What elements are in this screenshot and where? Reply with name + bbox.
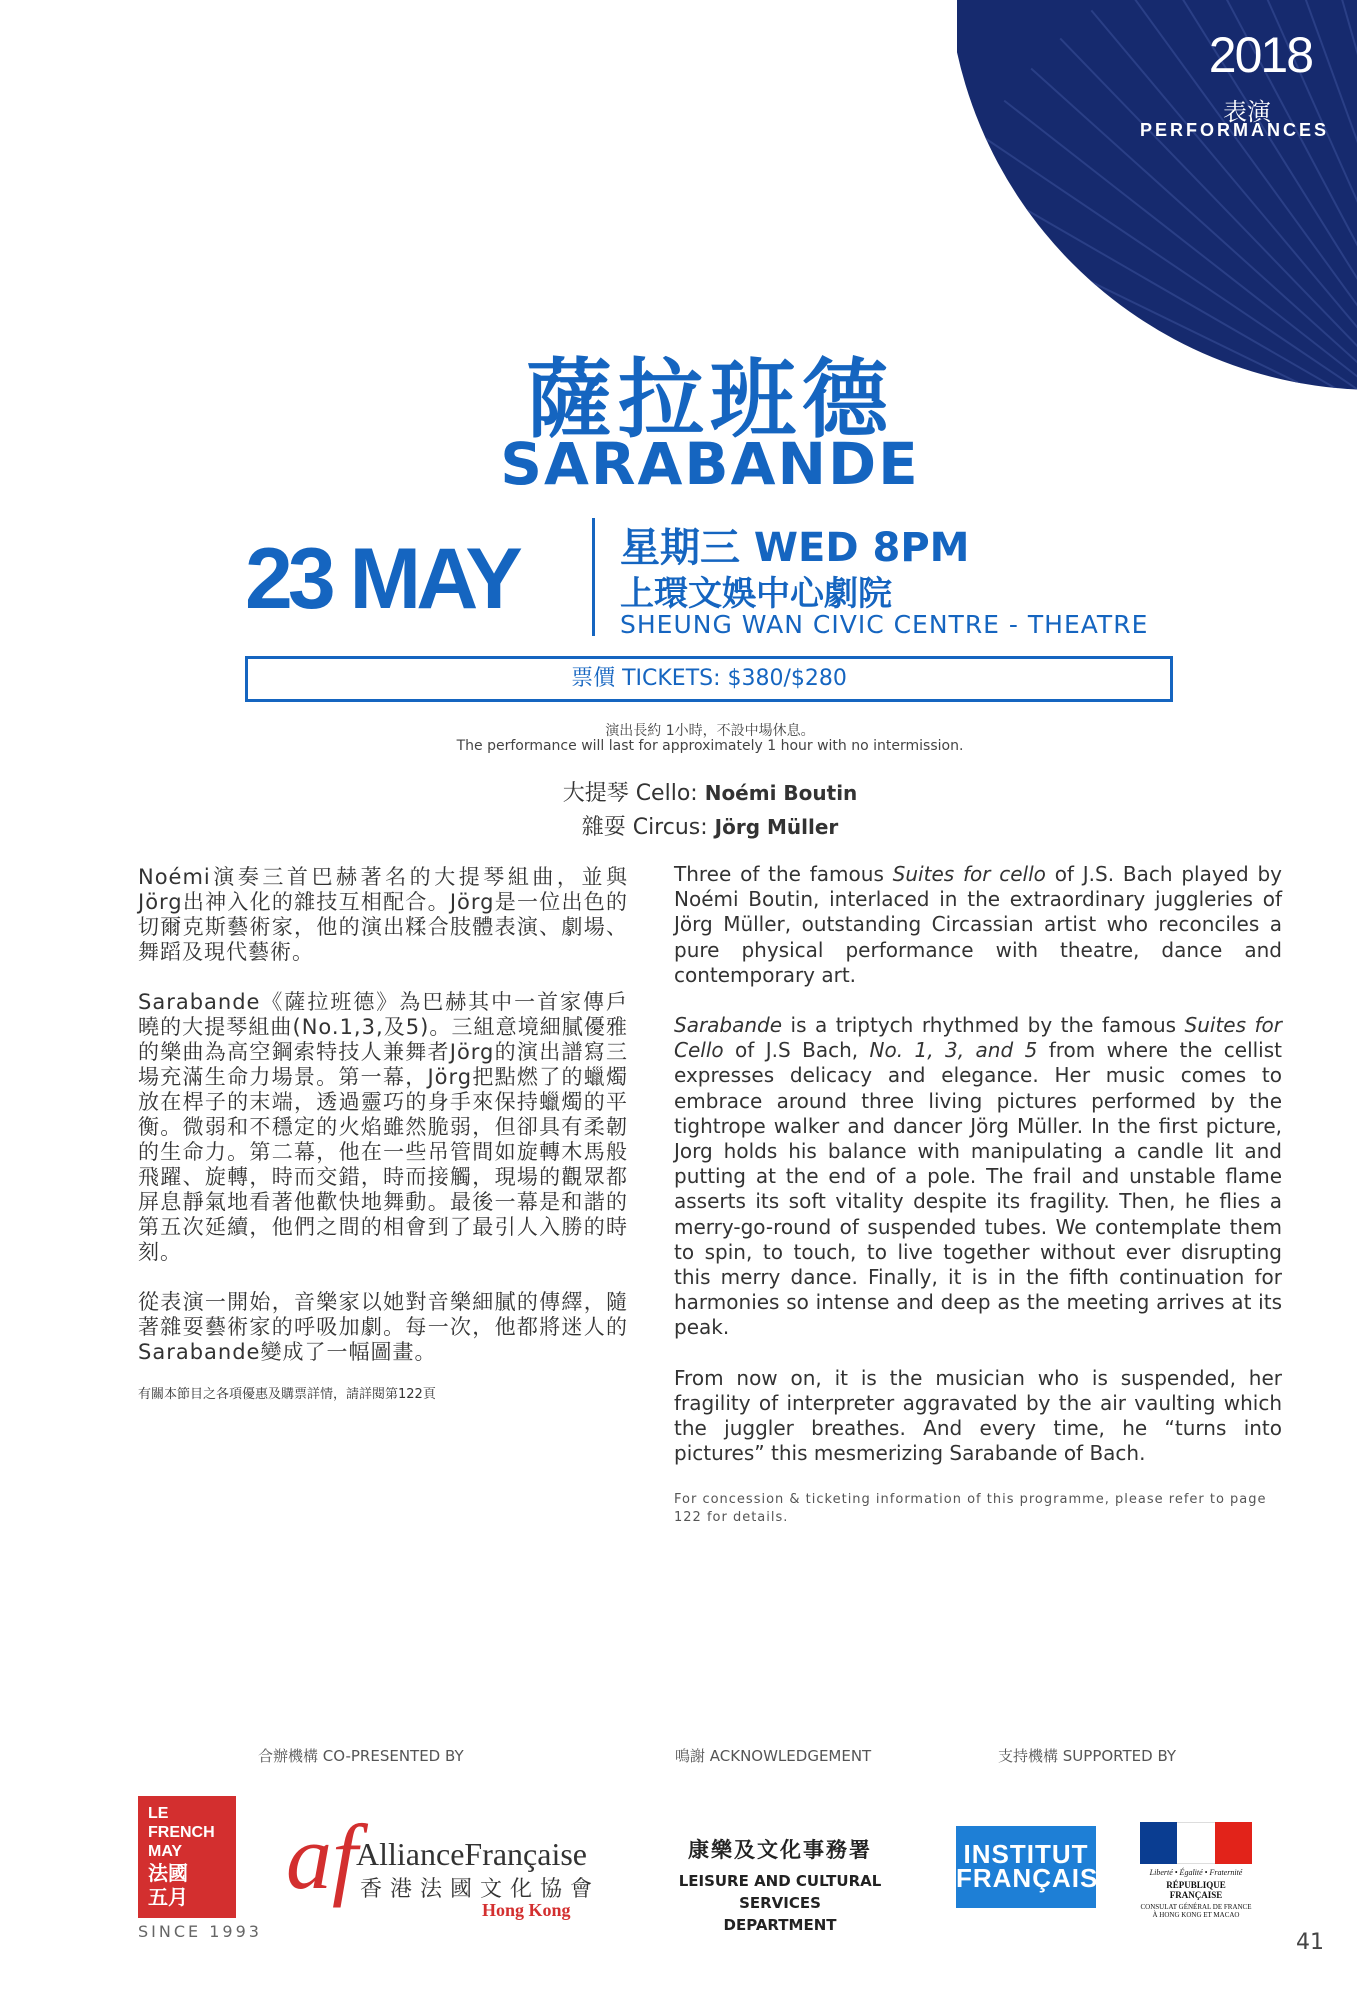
republique-francaise-logo: Liberté • Égalité • Fraternité RÉPUBLIQUE FRANÇAISE CONSULAT GÉNÉRAL DE FRANCE À HONG KONG ET MACAO [1140, 1822, 1252, 1912]
event-date: 23 MAY [245, 531, 518, 627]
paragraph-en: Three of the famous Suites for cello of J.S. Bach played by Noémi Boutin, interlaced in the extraordinary juggleries of Jörg Müller, outstanding Circassian artist who reconciles a pure physical performance with theatre, dance and contemporary art. [674, 862, 1282, 987]
credit-role: 雜耍 Circus: [581, 815, 708, 840]
badge-label-zh: 表演 [1223, 99, 1271, 126]
paragraph-zh: Sarabande《薩拉班德》為巴赫其中一首家傳戶曉的大提琴組曲(No.1,3,及5)。三組意境細膩優雅的樂曲為高空鋼索特技人兼舞者Jörg的演出譜寫三場充滿生命力場景。第一幕，Jörg把點燃了的蠟燭放在桿子的末端，透過靈巧的身手來保持蠟燭的平衡。微弱和不穩定的火焰雖然脆弱，但卻具有柔韌的生命力。第二幕，他在一些吊管間如旋轉木馬般飛躍、旋轉，時而交錯，時而接觸，現場的觀眾都屏息靜氣地看著他歡快地舞動。最後一幕是和諧的第五次延續，他們之間的相會到了最引人入勝的時刻。 [138, 990, 628, 1264]
body-column-zh [138, 865, 628, 1404]
credit-name: Noémi Boutin [704, 781, 858, 805]
co-presented-label: 合辦機構 CO-PRESENTED BY [258, 1747, 464, 1765]
credit-cello [0, 776, 1357, 807]
alliance-francaise-logo: af AllianceFrançaise 香港法國文化協會 Hong Kong [286, 1806, 601, 1920]
credit-name: Jörg Müller [714, 815, 839, 839]
ticketing-note-zh: 有關本節目之各項優惠及購票詳情，請詳閱第122頁 [138, 1387, 436, 1402]
divider [592, 518, 595, 636]
lcsd-logo: 康樂及文化事務署 LEISURE AND CULTURAL SERVICES DEPARTMENT [678, 1838, 882, 1934]
paragraph-en: Sarabande is a triptych rhythmed by the famous Suites for Cello of J.S Bach, No. 1, 3, and 5 from where the cellist expresses delicacy and elegance. Her music comes to embrace around three living pictures performed by the tightrope walker and dancer Jörg Müller. In the first picture, Jorg holds his balance with manipulating a candle lit and putting at the end of a pole. The frail and unstable flame asserts its soft vitality despite its fragility. Then, he flies a merry-go-round of suspended tubes. We contemplate them to spin, to touch, to live together without ever disrupting this merry dance. Finally, it is in the fifth continuation for harmonies so intense and deep as the meeting arrives at its peak. [674, 1013, 1282, 1340]
page-title-en: SARABANDE [500, 430, 920, 498]
event-venue-en: SHEUNG WAN CIVIC CENTRE - THEATRE [620, 610, 1149, 639]
event-day-time: 星期三 WED 8PM [620, 525, 970, 571]
paragraph-en: From now on, it is the musician who is suspended, her fragility of interpreter aggravated by the air vaulting which the juggler breathes. And every time, he “turns into pictures” this mesmerizing Sarabande of Bach. [674, 1365, 1282, 1466]
duration-note-zh: 演出長約 1小時，不設中場休息。 [605, 723, 815, 739]
body-column-en [674, 862, 1282, 1527]
paragraph-zh: Noémi演奏三首巴赫著名的大提琴組曲，並與Jörg出神入化的雜技互相配合。Jörg是一位出色的切爾克斯藝術家，他的演出糅合肢體表演、劇場、舞蹈及現代藝術。 [138, 865, 628, 964]
french-may-logo: LE FRENCH MAY 法國 五月 [138, 1796, 236, 1918]
acknowledgement-label: 鳴謝 ACKNOWLEDGEMENT [675, 1747, 872, 1765]
page-title-zh: 薩拉班德 [526, 350, 894, 450]
supported-by-label: 支持機構 SUPPORTED BY [998, 1747, 1177, 1765]
institut-francais-logo: INSTITUT FRANÇAIS [956, 1826, 1096, 1908]
badge-label-en: PERFORMANCES [1139, 120, 1329, 140]
page-number: 41 [1296, 1930, 1324, 1955]
ticket-price-box: 票價 TICKETS: $380/$280 [245, 656, 1173, 702]
duration-note-en: The performance will last for approximately 1 hour with no intermission. [456, 738, 964, 754]
paragraph-zh: 從表演一開始，音樂家以她對音樂細膩的傳繹，隨著雜耍藝術家的呼吸加劇。每一次，他都將迷人的Sarabande變成了一幅圖畫。 [138, 1290, 628, 1364]
french-flag-icon [1140, 1822, 1252, 1864]
badge-year: 2018 [1208, 27, 1312, 83]
event-venue-zh: 上環文娛中心劇院 [620, 574, 892, 614]
credit-role: 大提琴 Cello: [562, 781, 698, 806]
french-may-since: SINCE 1993 [138, 1922, 262, 1941]
credit-circus [0, 810, 1357, 841]
ticketing-note-en: For concession & ticketing information of this programme, please refer to page 122 for details. [674, 1492, 1267, 1526]
